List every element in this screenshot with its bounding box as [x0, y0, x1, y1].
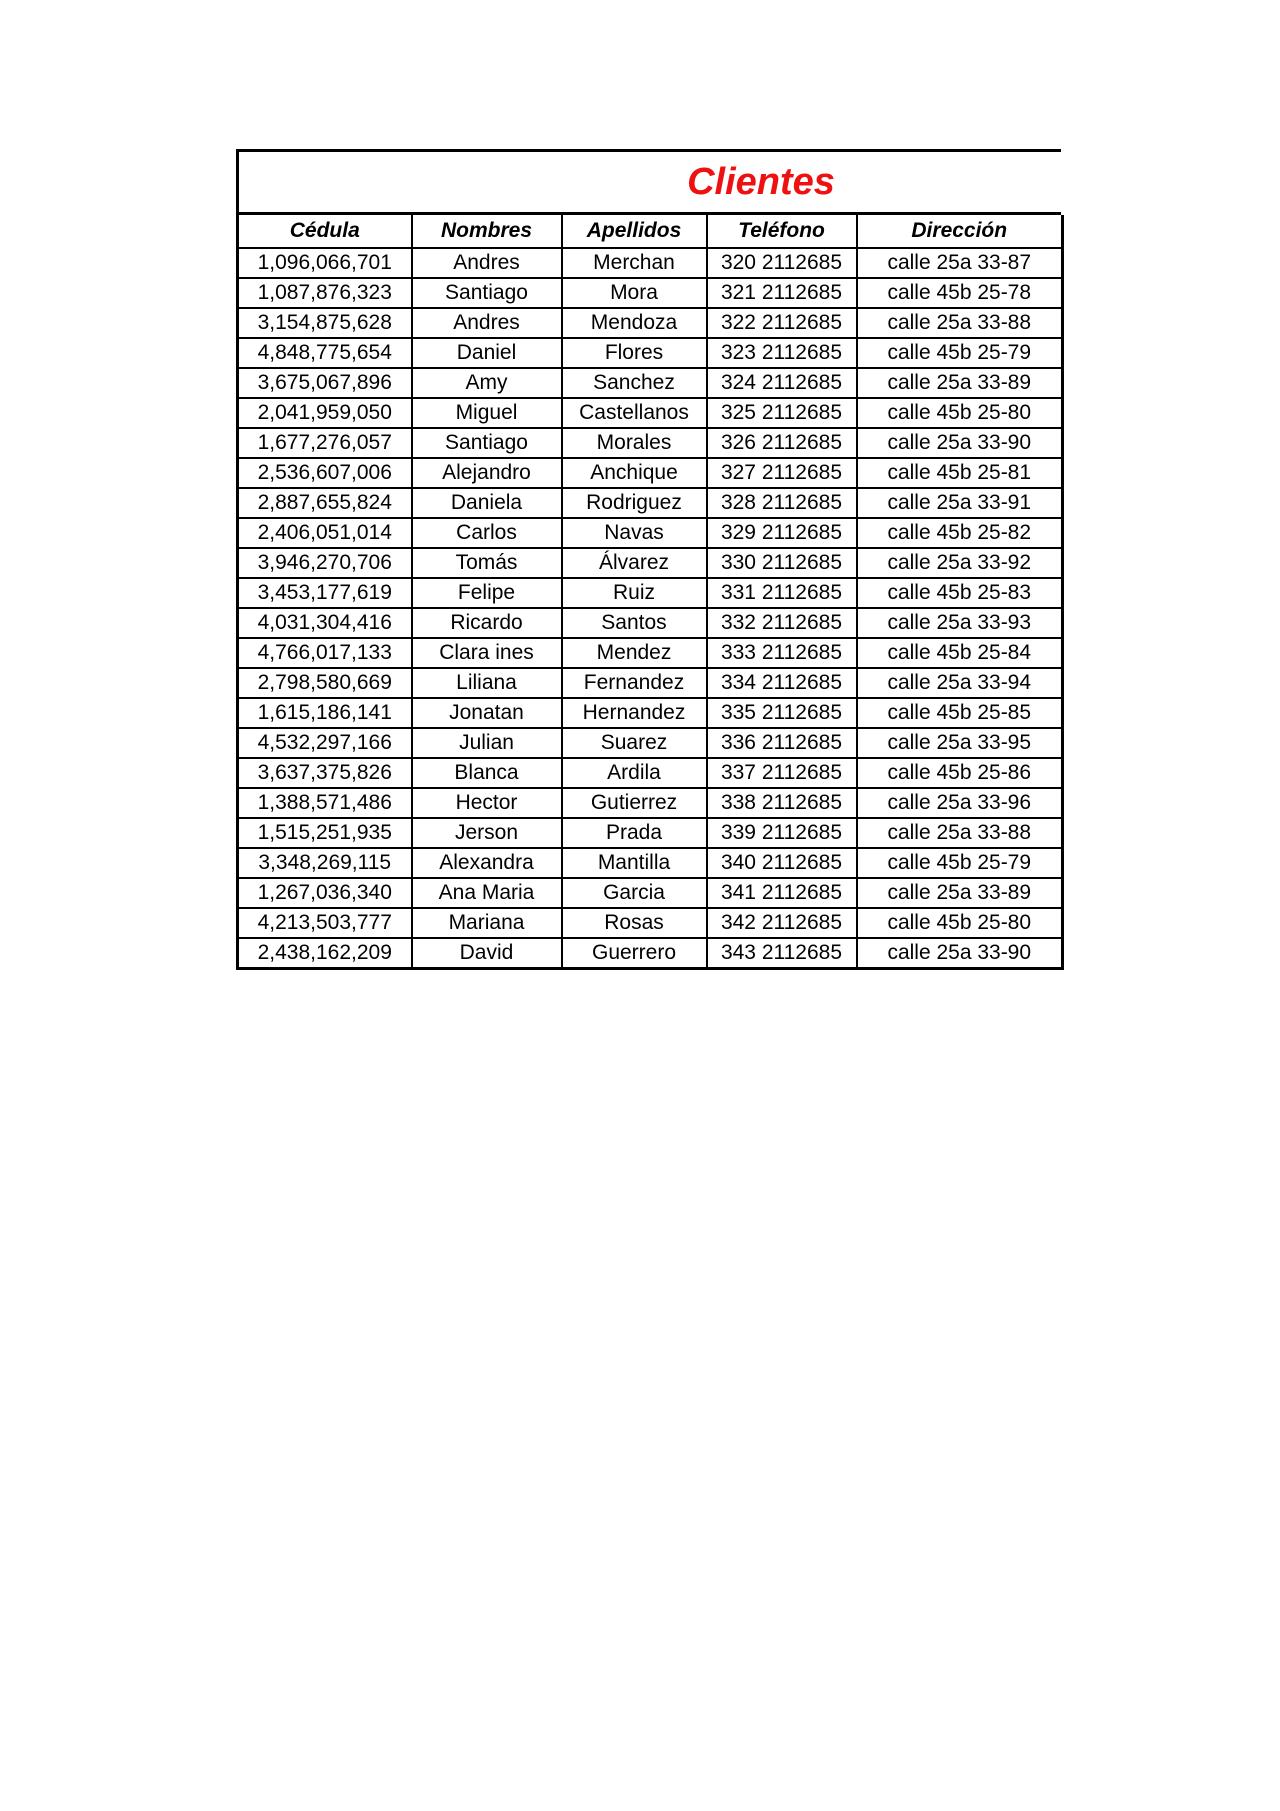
nombres-cell: Amy	[412, 368, 562, 398]
telefono-cell: 323 2112685	[707, 338, 857, 368]
table-row	[238, 338, 1063, 368]
nombres-cell: Ricardo	[412, 608, 562, 638]
table-row	[238, 908, 1063, 938]
nombres-cell: Alexandra	[412, 848, 562, 878]
nombres-cell: Julian	[412, 728, 562, 758]
nombres-cell: Tomás	[412, 548, 562, 578]
direccion-cell: calle 25a 33-90	[857, 938, 1063, 969]
apellidos-cell: Prada	[562, 818, 707, 848]
apellidos-cell: Rodriguez	[562, 488, 707, 518]
cedula-cell: 4,766,017,133	[238, 638, 412, 668]
telefono-cell: 335 2112685	[707, 698, 857, 728]
nombres-cell: Jerson	[412, 818, 562, 848]
direccion-cell: calle 45b 25-82	[857, 518, 1063, 548]
table-row	[238, 578, 1063, 608]
telefono-cell: 324 2112685	[707, 368, 857, 398]
apellidos-cell: Sanchez	[562, 368, 707, 398]
apellidos-cell: Fernandez	[562, 668, 707, 698]
cedula-cell: 2,041,959,050	[238, 398, 412, 428]
direccion-cell: calle 25a 33-90	[857, 428, 1063, 458]
apellidos-cell: Hernandez	[562, 698, 707, 728]
nombres-cell: Andres	[412, 248, 562, 278]
apellidos-cell: Guerrero	[562, 938, 707, 969]
cedula-cell: 2,798,580,669	[238, 668, 412, 698]
cedula-cell: 2,438,162,209	[238, 938, 412, 969]
telefono-cell: 327 2112685	[707, 458, 857, 488]
table-row	[238, 548, 1063, 578]
nombres-cell: Liliana	[412, 668, 562, 698]
apellidos-cell: Garcia	[562, 878, 707, 908]
column-header-telefono: Teléfono	[707, 215, 857, 248]
telefono-cell: 329 2112685	[707, 518, 857, 548]
direccion-cell: calle 45b 25-80	[857, 908, 1063, 938]
direccion-cell: calle 45b 25-81	[857, 458, 1063, 488]
table-row	[238, 848, 1063, 878]
telefono-cell: 321 2112685	[707, 278, 857, 308]
nombres-cell: Hector	[412, 788, 562, 818]
table-row	[238, 728, 1063, 758]
table-row	[238, 428, 1063, 458]
table-row	[238, 938, 1063, 969]
telefono-cell: 339 2112685	[707, 818, 857, 848]
direccion-cell: calle 25a 33-94	[857, 668, 1063, 698]
column-header-direccion: Dirección	[857, 215, 1063, 248]
cedula-cell: 1,267,036,340	[238, 878, 412, 908]
apellidos-cell: Anchique	[562, 458, 707, 488]
table-row	[238, 488, 1063, 518]
apellidos-cell: Morales	[562, 428, 707, 458]
cedula-cell: 4,213,503,777	[238, 908, 412, 938]
cedula-cell: 2,536,607,006	[238, 458, 412, 488]
apellidos-cell: Santos	[562, 608, 707, 638]
table-body	[238, 248, 1063, 969]
table-row	[238, 818, 1063, 848]
direccion-cell: calle 25a 33-91	[857, 488, 1063, 518]
nombres-cell: Jonatan	[412, 698, 562, 728]
clientes-table	[236, 215, 1064, 970]
column-header-cedula: Cédula	[238, 215, 412, 248]
cedula-cell: 4,848,775,654	[238, 338, 412, 368]
table-row	[238, 638, 1063, 668]
direccion-cell: calle 25a 33-92	[857, 548, 1063, 578]
telefono-cell: 343 2112685	[707, 938, 857, 969]
table-row	[238, 308, 1063, 338]
cedula-cell: 1,096,066,701	[238, 248, 412, 278]
apellidos-cell: Ruiz	[562, 578, 707, 608]
apellidos-cell: Álvarez	[562, 548, 707, 578]
telefono-cell: 337 2112685	[707, 758, 857, 788]
table-row	[238, 518, 1063, 548]
table-row	[238, 758, 1063, 788]
table-row	[238, 698, 1063, 728]
apellidos-cell: Navas	[562, 518, 707, 548]
telefono-cell: 333 2112685	[707, 638, 857, 668]
nombres-cell: David	[412, 938, 562, 969]
direccion-cell: calle 45b 25-83	[857, 578, 1063, 608]
cedula-cell: 3,154,875,628	[238, 308, 412, 338]
nombres-cell: Clara ines	[412, 638, 562, 668]
telefono-cell: 328 2112685	[707, 488, 857, 518]
direccion-cell: calle 45b 25-86	[857, 758, 1063, 788]
nombres-cell: Alejandro	[412, 458, 562, 488]
nombres-cell: Santiago	[412, 278, 562, 308]
cedula-cell: 1,388,571,486	[238, 788, 412, 818]
nombres-cell: Miguel	[412, 398, 562, 428]
telefono-cell: 326 2112685	[707, 428, 857, 458]
direccion-cell: calle 45b 25-79	[857, 338, 1063, 368]
direccion-cell: calle 25a 33-88	[857, 818, 1063, 848]
table-row	[238, 368, 1063, 398]
nombres-cell: Ana Maria	[412, 878, 562, 908]
apellidos-cell: Merchan	[562, 248, 707, 278]
telefono-cell: 338 2112685	[707, 788, 857, 818]
cedula-cell: 4,532,297,166	[238, 728, 412, 758]
direccion-cell: calle 25a 33-87	[857, 248, 1063, 278]
cedula-cell: 3,637,375,826	[238, 758, 412, 788]
cedula-cell: 1,087,876,323	[238, 278, 412, 308]
column-header-apellidos: Apellidos	[562, 215, 707, 248]
apellidos-cell: Mora	[562, 278, 707, 308]
clientes-sheet	[236, 149, 1061, 970]
nombres-cell: Andres	[412, 308, 562, 338]
cedula-cell: 3,348,269,115	[238, 848, 412, 878]
direccion-cell: calle 25a 33-95	[857, 728, 1063, 758]
header-row	[238, 215, 1063, 248]
direccion-cell: calle 45b 25-78	[857, 278, 1063, 308]
direccion-cell: calle 45b 25-80	[857, 398, 1063, 428]
nombres-cell: Felipe	[412, 578, 562, 608]
apellidos-cell: Gutierrez	[562, 788, 707, 818]
direccion-cell: calle 25a 33-88	[857, 308, 1063, 338]
direccion-cell: calle 45b 25-84	[857, 638, 1063, 668]
telefono-cell: 325 2112685	[707, 398, 857, 428]
table-row	[238, 788, 1063, 818]
cedula-cell: 3,946,270,706	[238, 548, 412, 578]
cedula-cell: 3,675,067,896	[238, 368, 412, 398]
direccion-cell: calle 25a 33-93	[857, 608, 1063, 638]
nombres-cell: Carlos	[412, 518, 562, 548]
telefono-cell: 332 2112685	[707, 608, 857, 638]
telefono-cell: 320 2112685	[707, 248, 857, 278]
nombres-cell: Daniela	[412, 488, 562, 518]
telefono-cell: 342 2112685	[707, 908, 857, 938]
table-row	[238, 248, 1063, 278]
apellidos-cell: Flores	[562, 338, 707, 368]
table-row	[238, 668, 1063, 698]
apellidos-cell: Ardila	[562, 758, 707, 788]
apellidos-cell: Rosas	[562, 908, 707, 938]
telefono-cell: 330 2112685	[707, 548, 857, 578]
nombres-cell: Santiago	[412, 428, 562, 458]
telefono-cell: 322 2112685	[707, 308, 857, 338]
cedula-cell: 3,453,177,619	[238, 578, 412, 608]
telefono-cell: 334 2112685	[707, 668, 857, 698]
direccion-cell: calle 25a 33-96	[857, 788, 1063, 818]
telefono-cell: 340 2112685	[707, 848, 857, 878]
cedula-cell: 1,677,276,057	[238, 428, 412, 458]
table-row	[238, 608, 1063, 638]
cedula-cell: 2,406,051,014	[238, 518, 412, 548]
table-row	[238, 458, 1063, 488]
telefono-cell: 341 2112685	[707, 878, 857, 908]
table-row	[238, 278, 1063, 308]
direccion-cell: calle 45b 25-79	[857, 848, 1063, 878]
cedula-cell: 2,887,655,824	[238, 488, 412, 518]
direccion-cell: calle 45b 25-85	[857, 698, 1063, 728]
direccion-cell: calle 25a 33-89	[857, 368, 1063, 398]
apellidos-cell: Mendez	[562, 638, 707, 668]
cedula-cell: 1,515,251,935	[238, 818, 412, 848]
nombres-cell: Blanca	[412, 758, 562, 788]
nombres-cell: Mariana	[412, 908, 562, 938]
direccion-cell: calle 25a 33-89	[857, 878, 1063, 908]
apellidos-cell: Suarez	[562, 728, 707, 758]
cedula-cell: 4,031,304,416	[238, 608, 412, 638]
cedula-cell: 1,615,186,141	[238, 698, 412, 728]
sheet-title: Clientes	[687, 161, 835, 203]
table-row	[238, 878, 1063, 908]
apellidos-cell: Mendoza	[562, 308, 707, 338]
telefono-cell: 331 2112685	[707, 578, 857, 608]
nombres-cell: Daniel	[412, 338, 562, 368]
column-header-nombres: Nombres	[412, 215, 562, 248]
telefono-cell: 336 2112685	[707, 728, 857, 758]
title-row	[236, 149, 1061, 215]
table-row	[238, 398, 1063, 428]
apellidos-cell: Mantilla	[562, 848, 707, 878]
apellidos-cell: Castellanos	[562, 398, 707, 428]
